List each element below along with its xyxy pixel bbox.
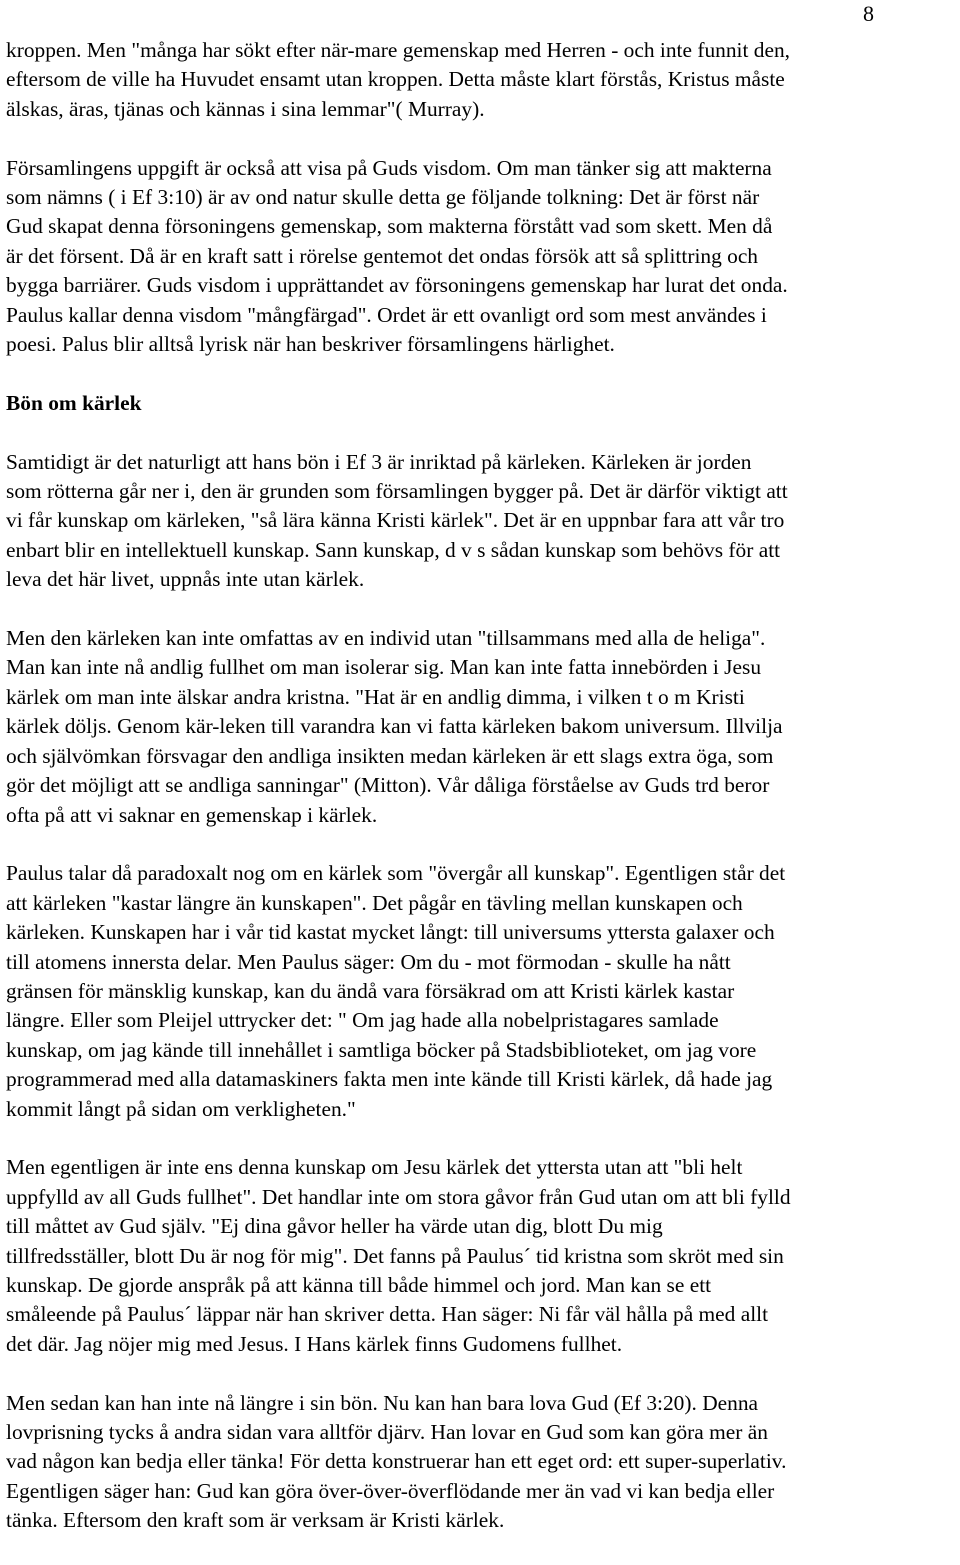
text-line: enbart blir en intellektuell kunskap. Sann kunskap, d v s sådan kunskap som behövs för att xyxy=(6,537,781,562)
text-line: kärlek om man inte älskar andra kristna. "Hat är en andlig dimma, i vilken t o m Kristi xyxy=(6,684,745,709)
text-line: och självömkan försvagar den andliga insikten medan kärleken är ett slags extra öga, som xyxy=(6,743,774,768)
page-number: 8 xyxy=(863,1,874,26)
text-line: Gud skapat denna försoningens gemenskap, som makterna förstått vad som skett. Men då xyxy=(6,214,773,239)
text-line: till måttet av Gud själv. "Ej dina gåvor heller ha värde utan dig, blott Du mig xyxy=(6,1214,663,1239)
text-line: Men egentligen är inte ens denna kunskap om Jesu kärlek det yttersta utan att "bli helt xyxy=(6,1155,743,1180)
text-line: kärleken. Kunskapen har i vår tid kastat mycket långt: till universums yttersta galaxer och xyxy=(6,920,775,945)
text-line: ofta på att vi saknar en gemenskap i kärlek. xyxy=(6,802,378,827)
text-line: Men sedan kan han inte nå längre i sin bön. Nu kan han bara lova Gud (Ef 3:20). Denna xyxy=(6,1390,759,1415)
text-line: som nämns ( i Ef 3:10) är av ond natur skulle detta ge följande tolkning: Det är först när xyxy=(6,185,760,210)
text-line: är det försent. Då är en kraft satt i rörelse gentemot det ondas försök att så splittring och xyxy=(6,243,759,268)
text-line: lovprisning tycks å andra sidan vara alltför djärv. Han lovar en Gud som kan göra mer än xyxy=(6,1419,768,1444)
body-paragraph xyxy=(6,624,956,830)
text-line: Paulus talar då paradoxalt nog om en kärlek som "övergår all kunskap". Egentligen står det xyxy=(6,861,786,886)
text-line: uppfylld av all Guds fullhet". Det handlar inte om stora gåvor från Gud utan om att bli fylld xyxy=(6,1184,791,1209)
text-line: bygga barriärer. Guds visdom i upprättandet av försoningens gemenskap har lurat det onda. xyxy=(6,273,788,298)
text-line: småleende på Paulus´ läppar när han skriver detta. Han säger: Ni får väl hålla på med allt xyxy=(6,1302,769,1327)
body-paragraph xyxy=(6,448,956,595)
body-paragraph xyxy=(6,154,956,360)
text-line: eftersom de ville ha Huvudet ensamt utan kroppen. Detta måste klart förstås, Kristus måste xyxy=(6,67,785,92)
text-line: gränsen för mänsklig kunskap, kan du ändå vara försäkrad om att Kristi kärlek kastar xyxy=(6,978,735,1003)
text-line: kunskap. De gjorde anspråk på att känna till både himmel och jord. Man kan se ett xyxy=(6,1272,712,1297)
text-line: programmerad med alla datamaskiners fakta men inte kände till Kristi kärlek, då hade jag xyxy=(6,1067,773,1092)
text-line: att kärleken "kastar längre än kunskapen". Det pågår en tävling mellan kunskapen och xyxy=(6,890,743,915)
text-line: Egentligen säger han: Gud kan göra över-över-överflödande mer än vad vi kan bedja eller xyxy=(6,1478,775,1503)
body-paragraph xyxy=(6,1389,956,1536)
text-line: tänka. Eftersom den kraft som är verksam är Kristi kärlek. xyxy=(6,1508,505,1533)
text-line: tillfredsställer, blott Du är nog för mig". Det fanns på Paulus´ tid kristna som skröt med sin xyxy=(6,1243,784,1268)
text-line: Samtidigt är det naturligt att hans bön i Ef 3 är inriktad på kärleken. Kärleken är jorden xyxy=(6,449,752,474)
body-paragraph xyxy=(6,859,956,1124)
text-line: Men den kärleken kan inte omfattas av en individ utan "tillsammans med alla de heliga". xyxy=(6,626,766,651)
text-line: Paulus kallar denna visdom "mångfärgad". Ordet är ett ovanligt ord som mest användes i xyxy=(6,302,767,327)
text-line: det där. Jag nöjer mig med Jesus. I Hans kärlek finns Gudomens fullhet. xyxy=(6,1331,623,1356)
text-line: till atomens innersta delar. Men Paulus säger: Om du - mot förmodan - skulle ha nått xyxy=(6,949,731,974)
text-line: kunskap, om jag kände till innehållet i samtliga böcker på Stadsbiblioteket, om jag vore xyxy=(6,1037,757,1062)
body-paragraph xyxy=(6,1153,956,1359)
text-line: älskas, äras, tjänas och kännas i sina lemmar"( Murray). xyxy=(6,96,485,121)
text-line: vi får kunskap om kärleken, "så lära känna Kristi kärlek". Det är en uppnbar fara att vår tro xyxy=(6,508,785,533)
text-line: poesi. Palus blir alltså lyrisk när han beskriver församlingens härlighet. xyxy=(6,332,615,357)
document-body xyxy=(6,36,956,1565)
text-line: gör det möjligt att se andliga sanningar" (Mitton). Vår dåliga förståelse av Guds trd beror xyxy=(6,773,770,798)
text-line: kommit långt på sidan om verkligheten." xyxy=(6,1096,356,1121)
section-heading xyxy=(6,389,956,418)
body-paragraph xyxy=(6,36,956,124)
text-line: kärlek döljs. Genom kär-leken till varandra kan vi fatta kärleken bakom universum. Illvilja xyxy=(6,714,783,739)
text-line: Bön om kärlek xyxy=(6,390,142,415)
text-line: Man kan inte nå andlig fullhet om man isolerar sig. Man kan inte fatta innebörden i Jesu xyxy=(6,655,762,680)
text-line: som rötterna går ner i, den är grunden som församlingen bygger på. Det är därför viktigt att xyxy=(6,479,788,504)
text-line: kroppen. Men "många har sökt efter när-mare gemenskap med Herren - och inte funnit den, xyxy=(6,38,791,62)
text-line: längre. Eller som Pleijel uttrycker det: " Om jag hade alla nobelpristagares samlade xyxy=(6,1008,719,1033)
text-line: vad någon kan bedja eller tänka! För detta konstruerar han ett eget ord: ett super-superlativ. xyxy=(6,1449,787,1474)
text-line: Församlingens uppgift är också att visa på Guds visdom. Om man tänker sig att makterna xyxy=(6,155,772,180)
text-line: leva det här livet, uppnås inte utan kärlek. xyxy=(6,567,365,592)
